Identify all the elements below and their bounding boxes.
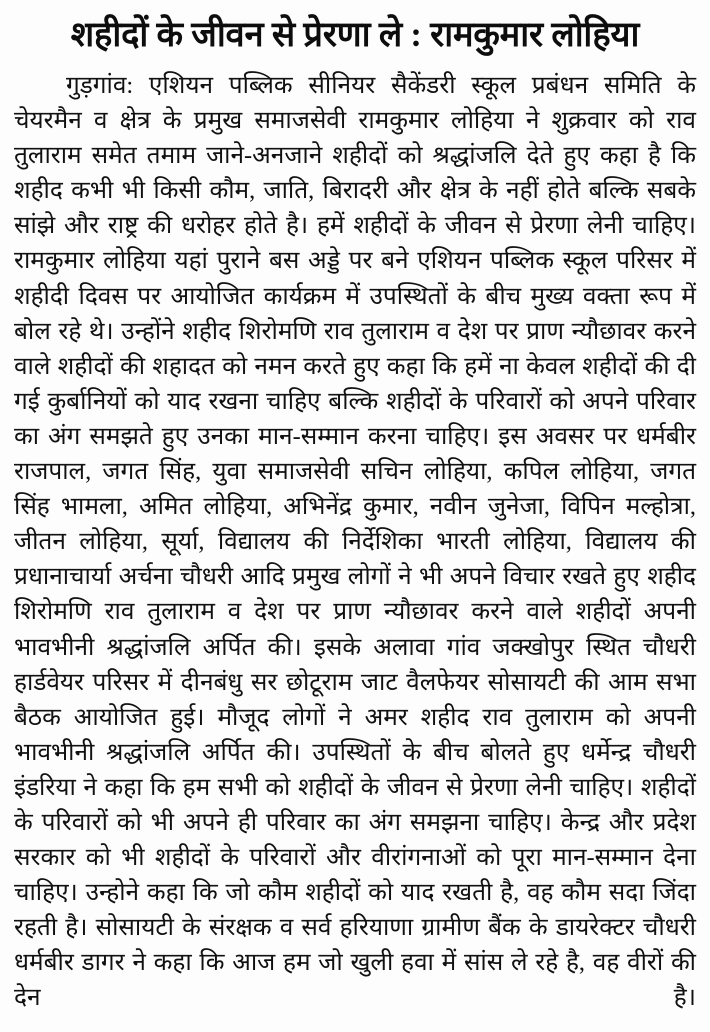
article-body [0, 58, 710, 1016]
article-paragraph: गुड़गांव: एशियन पब्लिक सीनियर सैकेंडरी स्कूल प्रबंधन समिति के चेयरमैन व क्षेत्र के प्रमुख समाजसेवी रामकुमार लोहिया ने शुक्रवार को राव तुलाराम समेत तमाम जाने-अनजाने शहीदों को श्रद्धांजलि देते हुए कहा है कि शहीद कभी भी किसी कौम, जाति, बिरादरी और क्षेत्र के नहीं होते बल्कि सबके सांझे और राष्ट्र की धरोहर होते है। हमें शहीदों के जीवन से प्रेरणा लेनी चाहिए। रामकुमार लोहिया यहां पुराने बस अड्डे पर बने एशियन पब्लिक स्कूल परिसर में शहीदी दिवस पर आयोजित कार्यक्रम में उपस्थितों के बीच मुख्य वक्ता रूप में बोल रहे थे। उन्होंने शहीद शिरोमणि राव तुलाराम व देश पर प्राण न्यौछावर करने वाले शहीदों की शहादत को नमन करते हुए कहा कि हमें ना केवल शहीदों की दी गई कुर्बानियों को याद रखना चाहिए बल्कि शहीदों के परिवारों को अपने परिवार का अंग समझते हुए उनका मान-सम्मान करना चाहिए। इस अवसर पर धर्मबीर राजपाल, जगत सिंह, युवा समाजसेवी सचिन लोहिया, कपिल लोहिया, जगत सिंह भामला, अमित लोहिया, अभिनेंद्र कुमार, नवीन जुनेजा, विपिन मल्होत्रा, जीतन लोहिया, सूर्या, विद्यालय की निर्देशिका भारती लोहिया, विद्यालय की प्रधानाचार्या अर्चना चौधरी आदि प्रमुख लोगों ने भी अपने विचार रखते हुए शहीद शिरोमणि राव तुलाराम व देश पर प्राण न्यौछावर करने वाले शहीदों अपनी भावभीनी श्रद्धांजलि अर्पित की। इसके अलावा गांव जक्खोपुर स्थित चौधरी हार्डवेयर परिसर में दीनबंधु सर छोटूराम जाट वैलफेयर सोसायटी की आम सभा बैठक आयोजित हुई। मौजूद लोगों ने अमर शहीद राव तुलाराम को अपनी भावभीनी श्रद्धांजलि अर्पित की। उपस्थितों के बीच बोलते हुए धर्मेन्द्र चौधरी इंडरिया ने कहा कि हम सभी को शहीदों के जीवन से प्रेरणा लेनी चाहिए। शहीदों के परिवारों को भी अपने ही परिवार का अंग समझना चाहिए। केन्द्र और प्रदेश सरकार को भी शहीदों के परिवारों और वीरांगनाओं को पूरा मान-सम्मान देना चाहिए। उन्होने कहा कि जो कौम शहीदों को याद रखती है, वह कौम सदा जिंदा रहती है। सोसायटी के संरक्षक व सर्व हरियाणा ग्रामीण बैंक के डायरेक्टर चौधरी धर्मबीर डागर ने कहा कि आज हम जो खुली हवा में सांस ले रहे है, वह वीरों की देन है। [14, 72, 696, 1012]
page-title: शहीदों के जीवन से प्रेरणा ले : रामकुमार लोहिया [70, 15, 640, 54]
